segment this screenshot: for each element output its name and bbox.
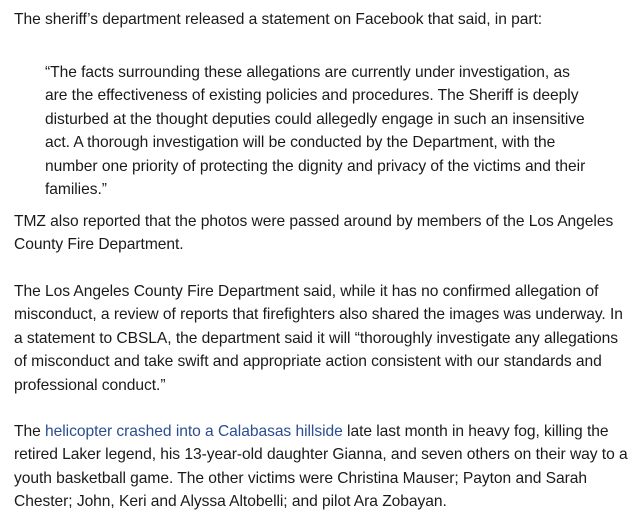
crash-paragraph-rest: late last month in heavy fog, killing the retired Laker legend, his 13-year-old daughter Gianna, and seven others on their way to a youth basketball game. The other victims were Christina Mauser; Payton and Sarah Chester; John, Keri and Alyssa Altobelli; and pilot Ara Zobayan. [14, 423, 628, 511]
intro-paragraph: The sheriff’s department released a statement on Facebook that said, in part: [14, 11, 543, 28]
crash-paragraph-lead: The [14, 423, 46, 440]
crash-paragraph [14, 420, 632, 514]
sheriff-statement-quote: “The facts surrounding these allegations are currently under investigation, as are the effectiveness of existing policies and procedures. The Sheriff is deeply disturbed at the thought deputies could allegedly engage in such an insensitive act. A thorough investigation will be conducted by the Department, with the number one priority of protecting the dignity and privacy of the victims and their families.” [45, 64, 586, 199]
tmz-paragraph: TMZ also reported that the photos were passed around by members of the Los Angeles County Fire Department. [14, 213, 614, 254]
fire-department-paragraph: The Los Angeles County Fire Department said, while it has no confirmed allegation of misconduct, a review of reports that firefighters also shared the images was underway. In a statement to CBSLA, the department said it will “thoroughly investigate any allegations of misconduct and take swift and appropriate action consistent with our standards and professional conduct.” [14, 283, 623, 394]
helicopter-crash-link[interactable]: helicopter crashed into a Calabasas hillside [45, 423, 343, 440]
